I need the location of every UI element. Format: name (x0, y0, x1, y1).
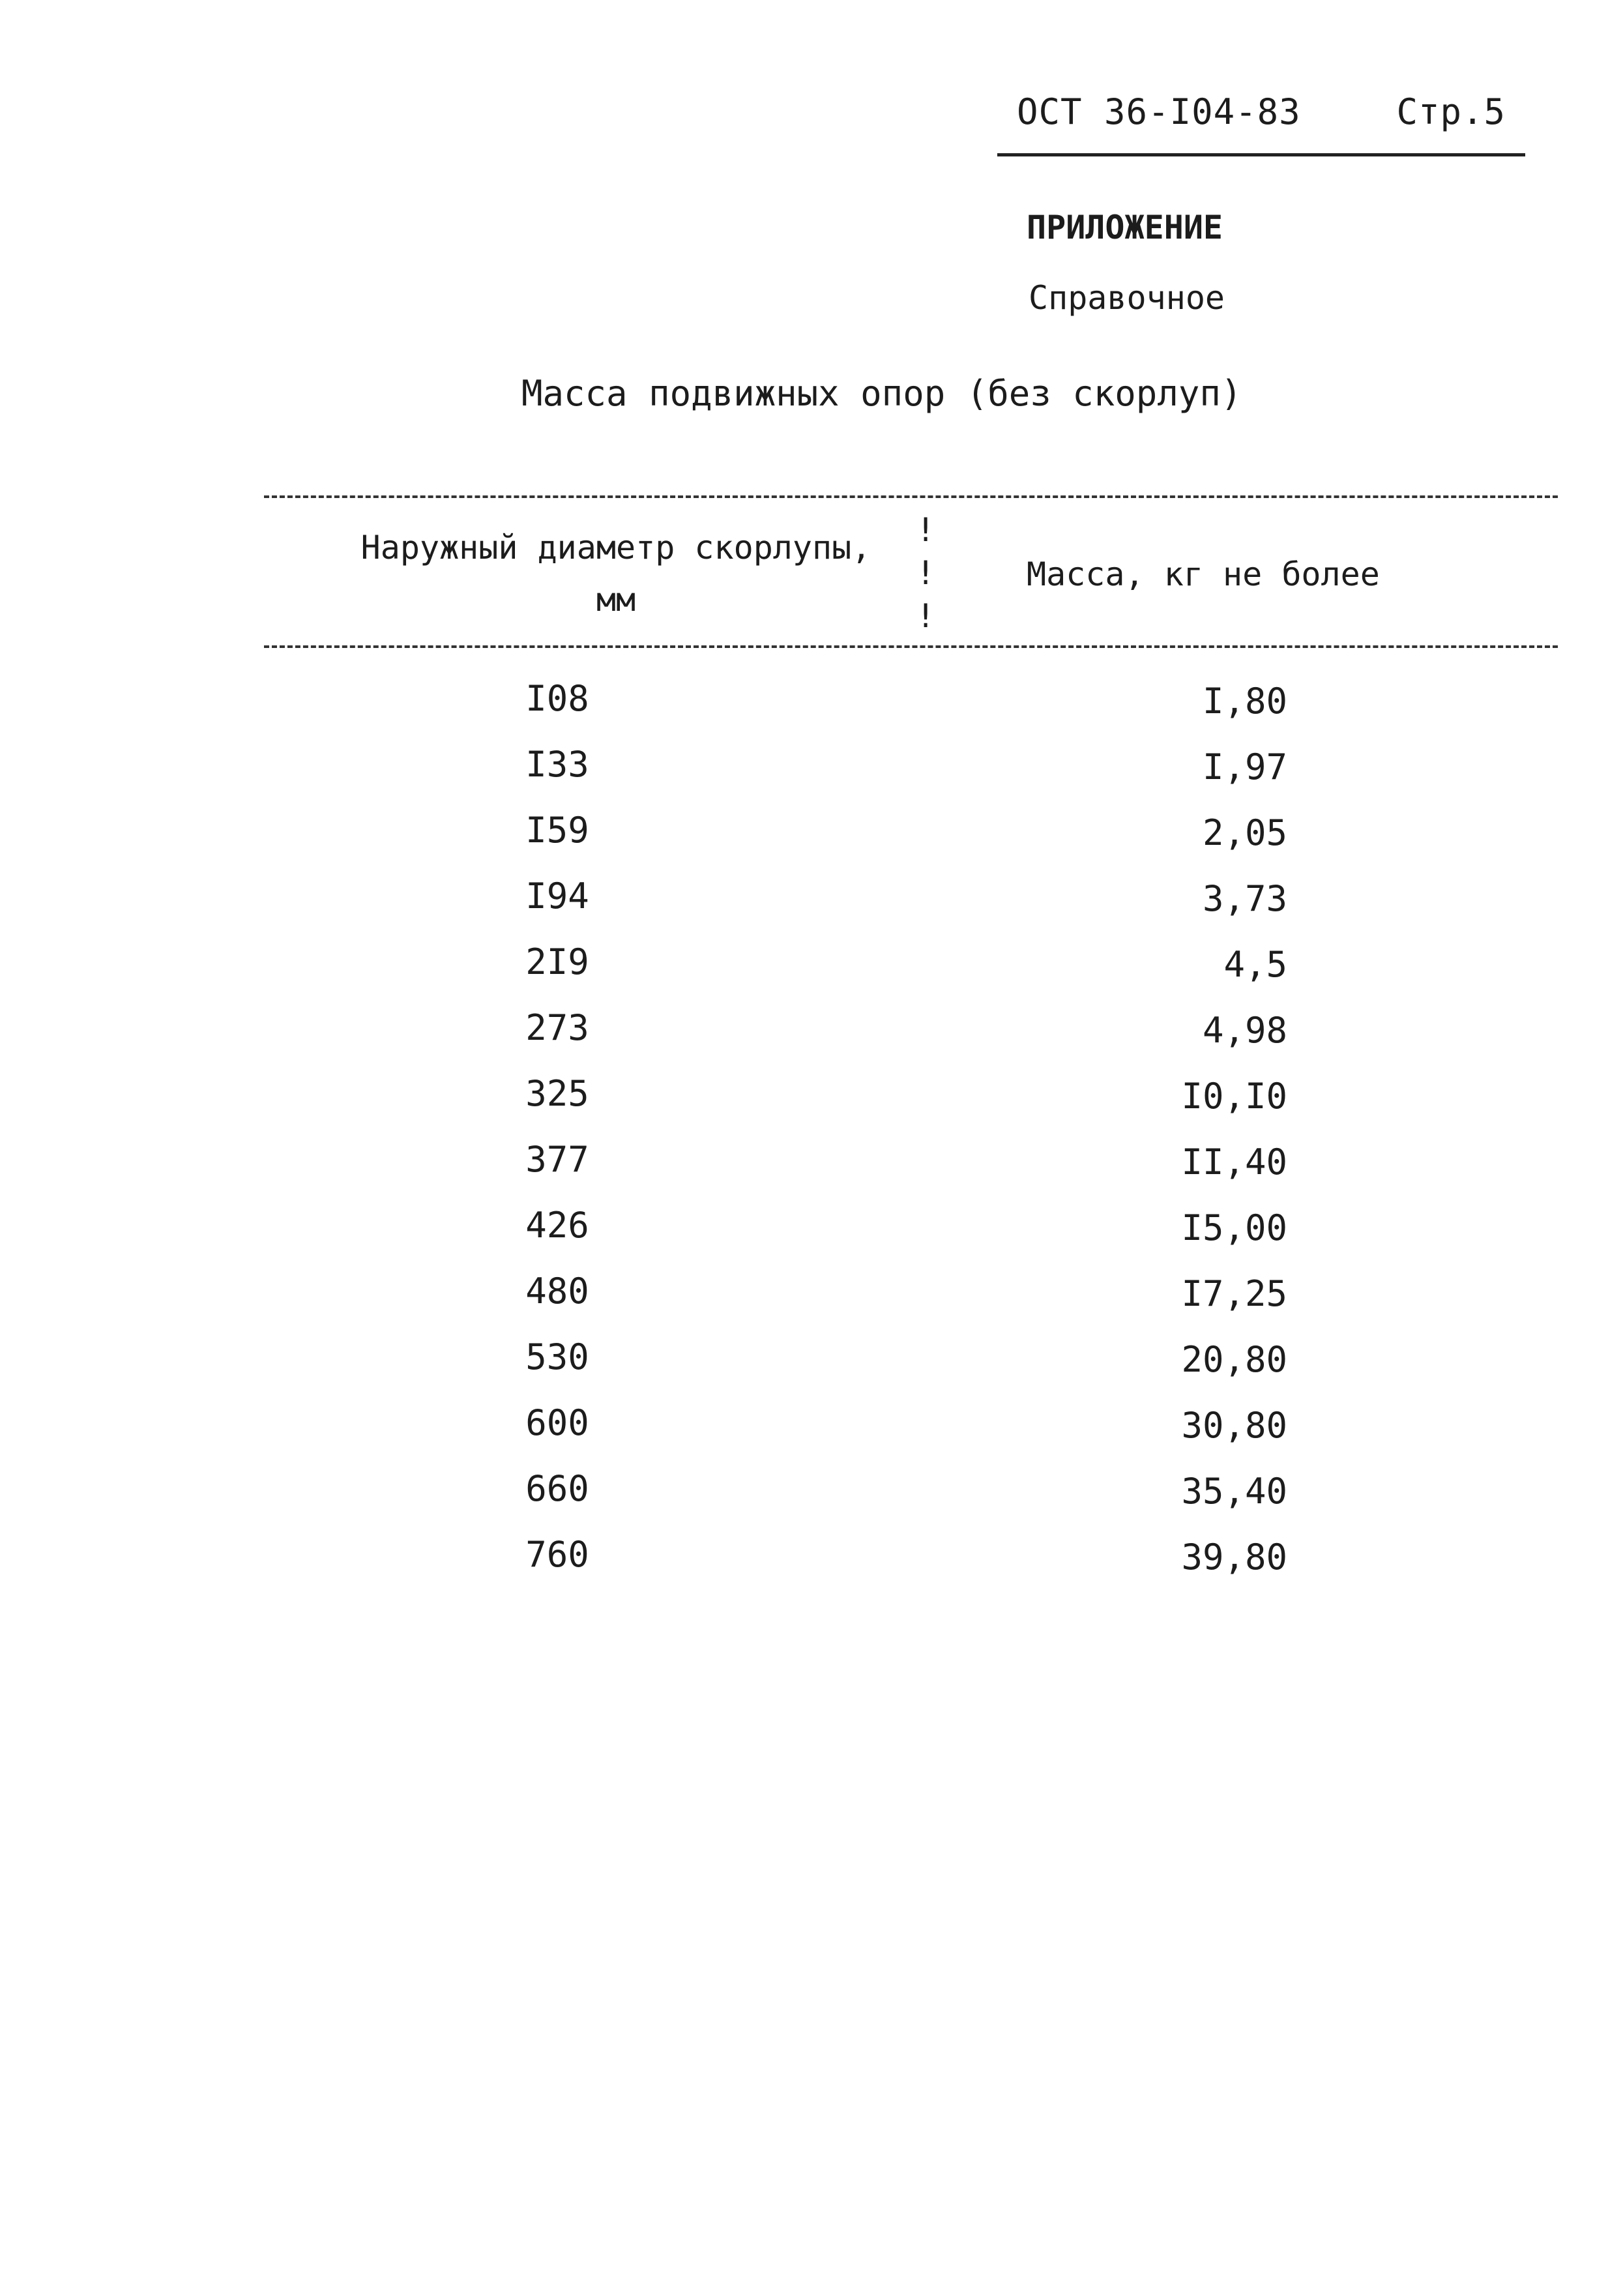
table-row (264, 810, 1558, 876)
table-row (264, 744, 1558, 810)
table-row (264, 1139, 1558, 1205)
diameter-cell: I08 (525, 678, 589, 719)
diameter-cell: 426 (525, 1205, 589, 1246)
table-body (264, 678, 1558, 1600)
table-row (264, 1007, 1558, 1073)
diameter-cell: 2I9 (525, 941, 589, 982)
table-row (264, 1534, 1558, 1600)
mass-cell: 30,80 (1181, 1405, 1287, 1446)
mass-cell: I,80 (1202, 681, 1287, 722)
mass-cell: 3,73 (1202, 878, 1287, 919)
table-row (264, 1205, 1558, 1271)
table-row (264, 1073, 1558, 1139)
page-number: Стр.5 (1396, 91, 1506, 132)
diameter-cell: 480 (525, 1271, 589, 1312)
header-diameter-unit: мм (596, 581, 636, 619)
header-rule (997, 153, 1525, 156)
appendix-label: ПРИЛОЖЕНИЕ (1027, 209, 1223, 246)
mass-cell: I5,00 (1181, 1207, 1287, 1248)
document-code: ОСТ 36-I04-83 (1017, 91, 1301, 132)
mass-cell: 4,5 (1223, 944, 1287, 985)
diameter-cell: I59 (525, 810, 589, 851)
table-row (264, 876, 1558, 941)
table-header-rule (264, 645, 1558, 648)
diameter-cell: 530 (525, 1336, 589, 1377)
appendix-kind: Справочное (1029, 279, 1225, 317)
mass-cell: I7,25 (1181, 1273, 1287, 1314)
mass-cell: I,97 (1202, 746, 1287, 787)
table-row (264, 678, 1558, 744)
header-diameter-text: Наружный диаметр скорлупы, (360, 529, 871, 567)
mass-cell: 2,05 (1202, 812, 1287, 853)
table-row (264, 1271, 1558, 1336)
mass-cell: II,40 (1181, 1141, 1287, 1183)
separator-mark: ! (916, 554, 936, 592)
table-row (264, 1402, 1558, 1468)
table-row (264, 1336, 1558, 1402)
diameter-cell: 273 (525, 1007, 589, 1048)
diameter-cell: 760 (525, 1534, 589, 1575)
diameter-cell: I94 (525, 876, 589, 917)
page-header (997, 85, 1525, 156)
separator-mark: ! (916, 597, 936, 635)
diameter-cell: 660 (525, 1468, 589, 1509)
diameter-cell: 325 (525, 1073, 589, 1114)
header-diameter (329, 522, 903, 626)
header-mass: Масса, кг не более (1027, 555, 1380, 593)
table-row (264, 941, 1558, 1007)
diameter-cell: 600 (525, 1402, 589, 1443)
table-top-rule (264, 495, 1558, 498)
table-row (264, 1468, 1558, 1534)
diameter-cell: I33 (525, 744, 589, 785)
mass-cell: 35,40 (1181, 1471, 1287, 1512)
table-title: Масса подвижных опор (без скорлуп) (521, 373, 1242, 414)
mass-cell: 4,98 (1202, 1010, 1287, 1051)
mass-cell: 20,80 (1181, 1339, 1287, 1380)
separator-mark: ! (916, 511, 936, 549)
column-separator (916, 508, 936, 638)
diameter-cell: 377 (525, 1139, 589, 1180)
mass-cell: I0,I0 (1181, 1076, 1287, 1117)
mass-cell: 39,80 (1181, 1537, 1287, 1578)
